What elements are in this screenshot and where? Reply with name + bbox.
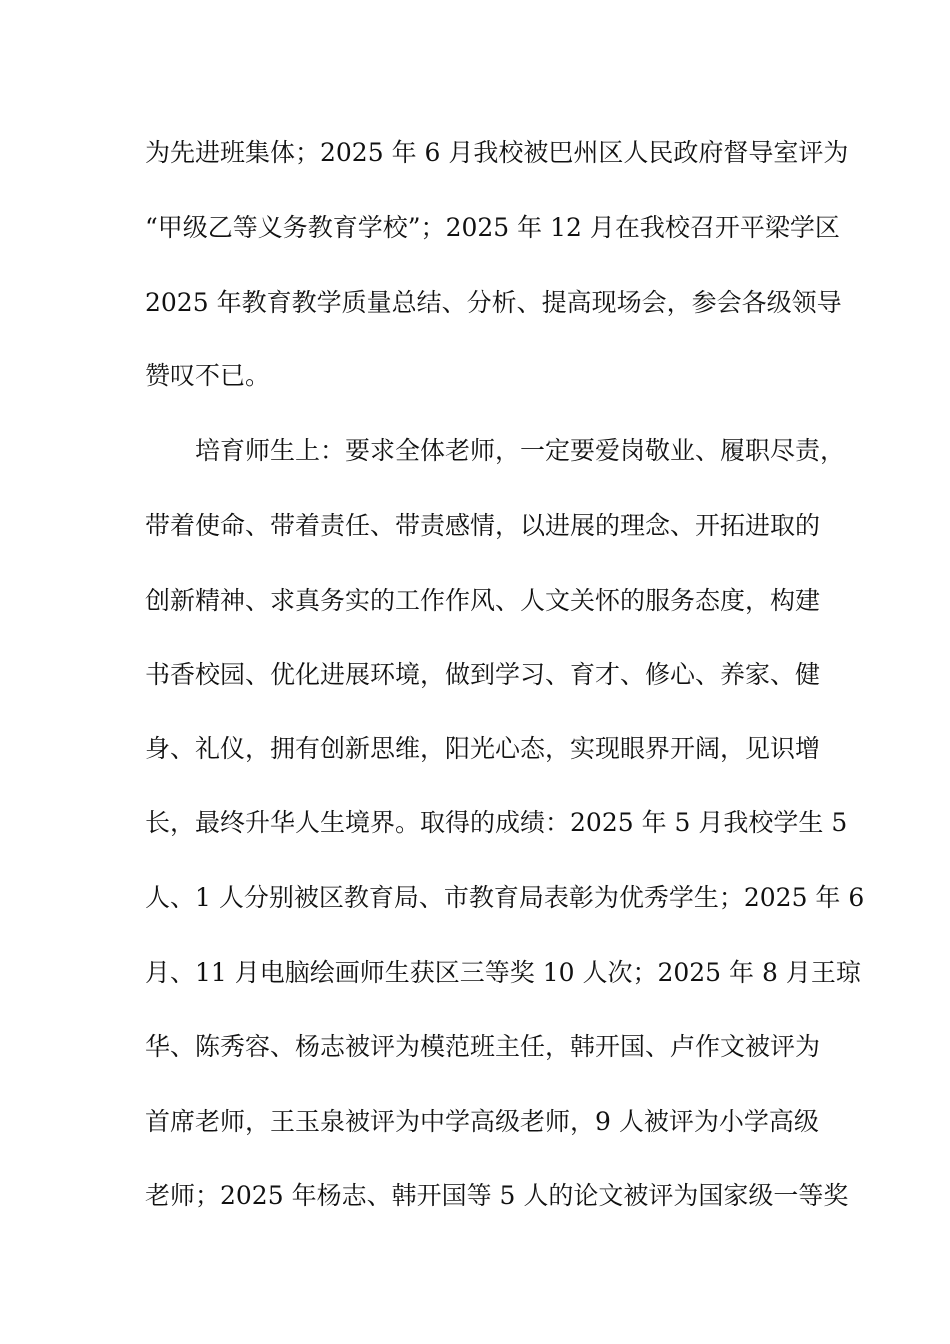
text-line: 首席老师，王玉泉被评为中学高级老师，9 人被评为小学高级	[145, 1107, 819, 1136]
text-line: 2025 年教育教学质量总结、分析、提高现场会，参会各级领导	[145, 288, 842, 317]
text-line: 华、陈秀容、杨志被评为模范班主任，韩开国、卢作文被评为	[145, 1032, 821, 1061]
text-line: 带着使命、带着责任、带责感情，以进展的理念、开拓进取的	[145, 511, 821, 540]
text-line: 月、11 月电脑绘画师生获区三等奖 10 人次；2025 年 8 月王琼	[145, 958, 861, 987]
text-line: 赞叹不已。	[145, 361, 271, 390]
text-line: 身、礼仪，拥有创新思维，阳光心态，实现眼界开阔，见识增	[145, 734, 821, 763]
text-line: 创新精神、求真务实的工作作风、人文关怀的服务态度，构建	[145, 586, 821, 615]
text-line: 为先进班集体；2025 年 6 月我校被巴州区人民政府督导室评为	[145, 138, 849, 167]
text-line: 长，最终升华人生境界。取得的成绩：2025 年 5 月我校学生 5	[145, 808, 848, 837]
text-line: “甲级乙等义务教育学校”；2025 年 12 月在我校召开平梁学区	[145, 213, 840, 242]
text-line: 书香校园、优化进展环境，做到学习、育才、修心、养家、健	[145, 660, 821, 689]
text-line: 老师；2025 年杨志、韩开国等 5 人的论文被评为国家级一等奖	[145, 1181, 849, 1210]
text-line: 人、1 人分别被区教育局、市教育局表彰为优秀学生；2025 年 6	[145, 883, 865, 912]
paragraph-first-line: 培育师生上：要求全体老师，一定要爱岗敬业、履职尽责，	[195, 436, 846, 465]
